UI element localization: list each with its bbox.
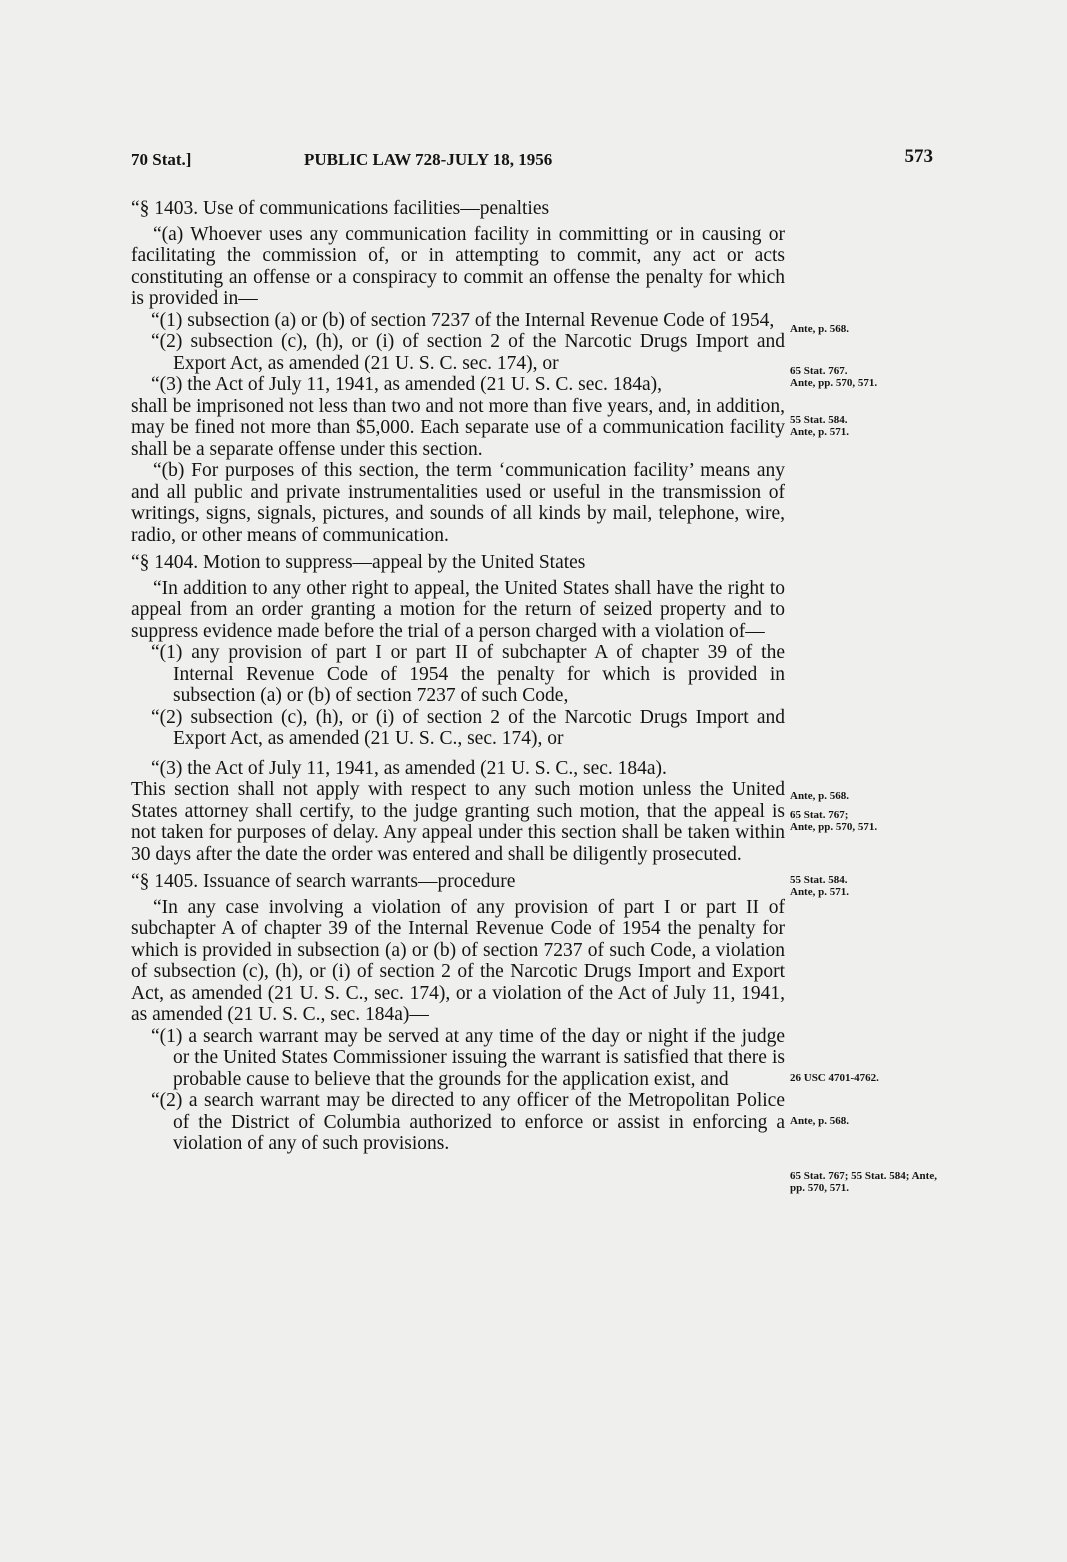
margin-note: Ante, p. 568. [790, 1115, 849, 1127]
margin-note: Ante, p. 568. [790, 790, 849, 802]
list-item: “(3) the Act of July 11, 1941, as amended (21 U. S. C. sec. 184a), [151, 374, 663, 395]
margin-note: 65 Stat. 767. Ante, pp. 570, 571. [790, 365, 878, 389]
list-item: “(2) a search warrant may be directed to any officer of the Metropolitan Police of the District of Columbia authorized to enforce or assist in enforcing a violation of any of such provisions. [151, 1090, 785, 1154]
list-item: “(1) a search warrant may be served at any time of the day or night if the judge or the United States Commissioner issuing the warrant is satisfied that there is probable cause to believe that the grounds for the application exist, and [151, 1025, 785, 1090]
list-item: “(1) subsection (a) or (b) of section 7237 of the Internal Revenue Code of 1954, [151, 309, 775, 331]
paragraph: “In addition to any other right to appeal, the United States shall have the right to appeal from an order granting a motion for the return of seized property and to suppress evidence made before the trial of a person charged with a violation of— [131, 577, 785, 642]
paragraph: This section shall not apply with respect to any such motion unless the United States attorney shall certify, to the judge granting such motion, that the appeal is not taken for purposes of delay. Any appeal under this section shall be taken within 30 days after the date the order was entered and shall be diligently prosecuted. [131, 779, 785, 865]
margin-note: Ante, p. 568. [790, 323, 849, 335]
list-item: “(2) subsection (c), (h), or (i) of section 2 of the Narcotic Drugs Import and Export Act, as amended (21 U. S. C. sec. 174), or [151, 331, 785, 374]
section-heading: “§ 1404. Motion to suppress—appeal by the United States [131, 552, 586, 573]
paragraph: “(a) Whoever uses any communication facility in committing or in causing or facilitating the commission of, or in attempting to commit, any act or acts constituting an offense or a conspiracy to commit an offense the penalty for which is provided in— [131, 223, 785, 309]
margin-note: 65 Stat. 767; Ante, pp. 570, 571. [790, 809, 878, 833]
list-item: “(3) the Act of July 11, 1941, as amended (21 U. S. C., sec. 184a). [151, 757, 667, 779]
running-header [131, 146, 933, 174]
margin-note: 26 USC 4701-4762. [790, 1072, 879, 1084]
margin-note: 55 Stat. 584. Ante, p. 571. [790, 414, 849, 438]
margin-note: 65 Stat. 767; 55 Stat. 584; Ante, pp. 570, 571. [790, 1170, 937, 1194]
paragraph: shall be imprisoned not less than two and not more than five years, and, in addition, may be fined not more than $5,000. Each separate use of a communication facility shall be a separate offense under this section. [131, 395, 785, 460]
section-heading: “§ 1403. Use of communications facilities—penalties [131, 198, 550, 219]
header-title: PUBLIC LAW 728-JULY 18, 1956 [304, 150, 553, 169]
list-item: “(1) any provision of part I or part II of subchapter A of chapter 39 of the Internal Revenue Code of 1954 the penalty for which is provided in subsection (a) or (b) of section 7237 of such Code, [151, 642, 785, 706]
volume-reference: 70 Stat.] [131, 150, 192, 169]
list-item: “(2) subsection (c), (h), or (i) of section 2 of the Narcotic Drugs Import and Export Act, as amended (21 U. S. C., sec. 174), or [151, 706, 785, 749]
paragraph: “In any case involving a violation of any provision of part I or part II of subchapter A of chapter 39 of the Internal Revenue Code of 1954 the penalty for which is provided in subsection (a) or (b) of section 7237 of such Code, a violation of subsection (c), (h), or (i) of section 2 of the Narcotic Drugs Import and Export Act, as amended (21 U. S. C., sec. 174), or a violation of the Act of July 11, 1941, as amended (21 U. S. C., sec. 184a)— [131, 896, 785, 1025]
paragraph: “(b) For purposes of this section, the term ‘communication facility’ means any and all public and private instrumentalities used or useful in the transmission of writings, signs, signals, pictures, and sounds of all kinds by mail, telephone, wire, radio, or other means of communication. [131, 460, 785, 546]
margin-note: 55 Stat. 584. Ante, p. 571. [790, 874, 849, 898]
section-heading: “§ 1405. Issuance of search warrants—procedure [131, 871, 516, 892]
page-number: 573 [904, 146, 933, 167]
statute-text [131, 192, 785, 1155]
